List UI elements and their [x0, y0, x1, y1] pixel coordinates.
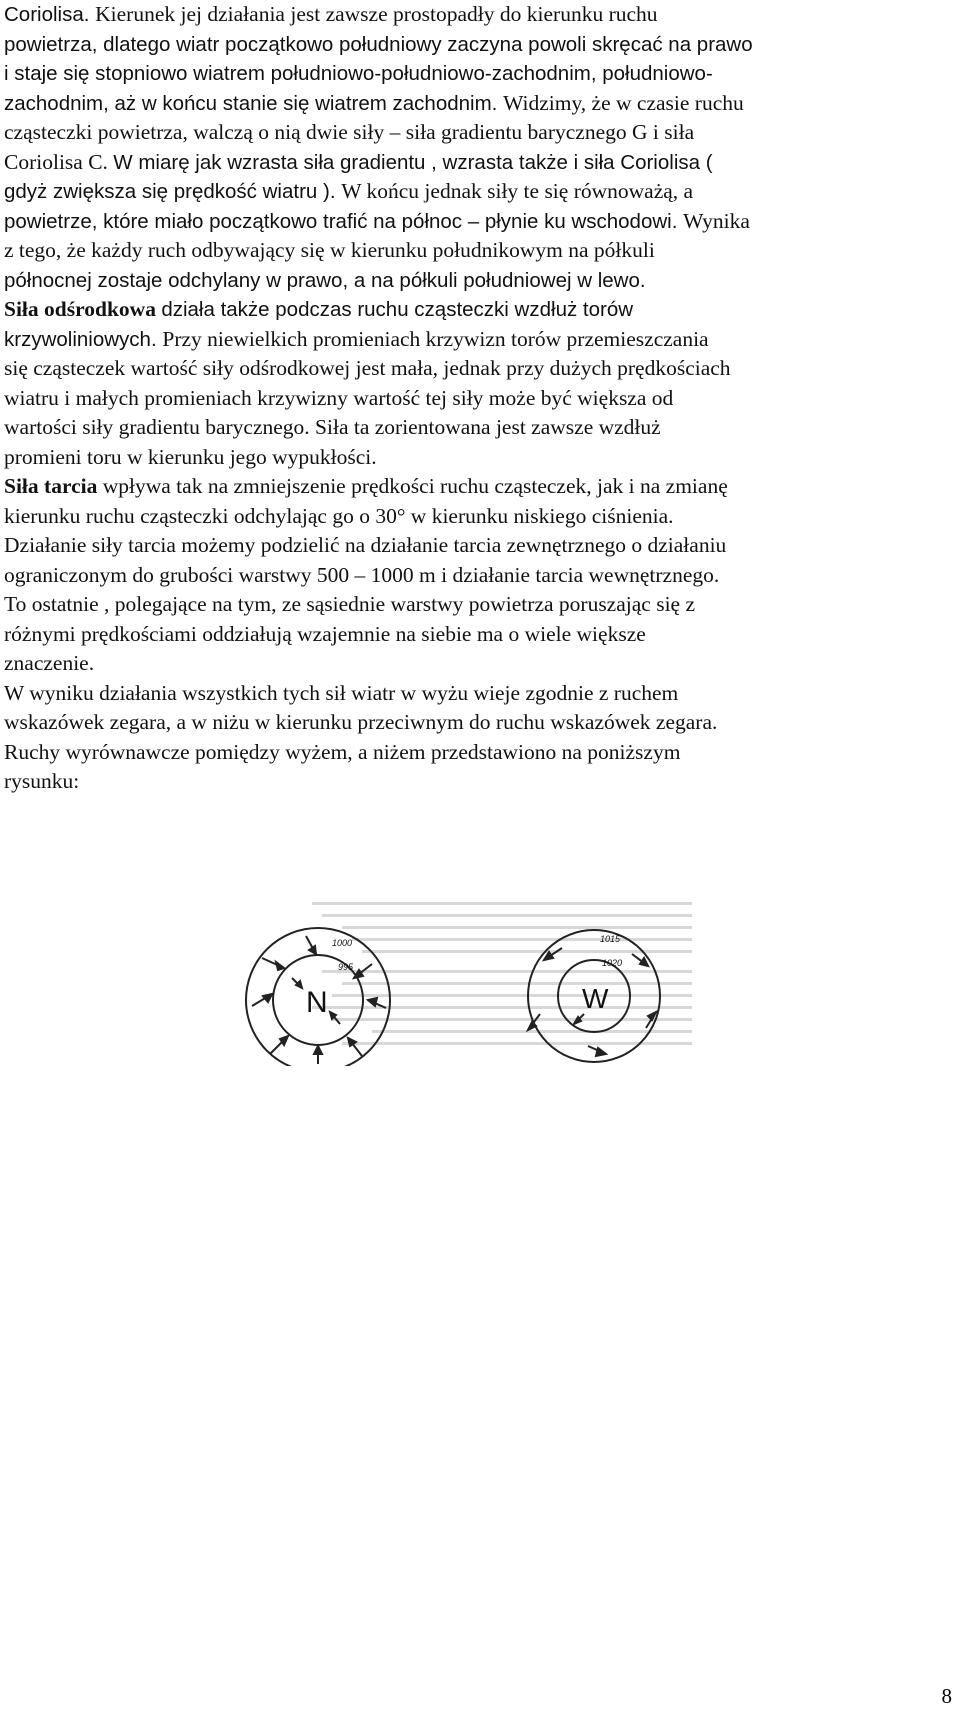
text-segment: promieni toru w kierunku jego wypukłości.	[4, 444, 377, 469]
text-line	[4, 413, 952, 443]
text-segment: zachodnim, aż w końcu stanie się wiatrem zachodnim.	[4, 91, 504, 115]
text-line	[4, 148, 952, 178]
text-line	[4, 590, 952, 620]
document-body	[4, 0, 952, 797]
text-segment: Coriolisa C.	[4, 149, 114, 174]
text-line	[4, 561, 952, 591]
high-center-label: W	[582, 983, 609, 1014]
text-line	[4, 118, 952, 148]
text-line	[4, 384, 952, 414]
low-center-label: N	[306, 986, 328, 1019]
text-segment: północnej zostaje odchylany w prawo, a na półkuli południowej w lewo.	[4, 268, 646, 292]
text-segment: rysunku:	[4, 769, 80, 793]
text-segment: Działanie siły tarcia możemy podzielić na działanie tarcia zewnętrznego o działaniu	[4, 533, 727, 557]
text-line	[4, 236, 952, 266]
text-segment: Kierunek jej działania jest zawsze prostopadły do kierunku ruchu	[95, 2, 658, 26]
text-segment: ograniczonym do grubości warstwy 500 – 1000 m i działanie tarcia wewnętrznego.	[4, 562, 720, 587]
text-segment: z tego, że każdy ruch odbywający się w kierunku południkowym na półkuli	[4, 238, 655, 262]
text-segment: wiatru i małych promieniach krzywizny wartość tej siły może być większa od	[4, 385, 674, 410]
bleed-through-text	[312, 902, 692, 1045]
text-segment: W wyniku działania wszystkich tych sił wiatr w wyżu wieje zgodnie z ruchem	[4, 680, 679, 705]
text-line	[4, 620, 952, 650]
text-segment: Widzimy, że w czasie ruchu	[503, 90, 744, 115]
text-line	[4, 767, 952, 797]
text-segment: się cząsteczek wartość siły odśrodkowej jest mała, jednak przy dużych prędkościach	[4, 356, 731, 380]
text-segment: Ruchy wyrównawcze pomiędzy wyżem, a niżem przedstawiono na poniższym	[4, 739, 681, 764]
text-line	[4, 177, 952, 207]
text-segment: działa także podczas ruchu cząsteczki wzdłuż torów	[161, 298, 634, 321]
text-line	[4, 472, 952, 502]
text-line	[4, 207, 952, 237]
high-inner-isobar-label: 1020	[602, 958, 623, 968]
text-line	[4, 295, 952, 325]
text-line	[4, 679, 952, 709]
text-line	[4, 649, 952, 679]
text-line	[4, 502, 952, 532]
text-line	[4, 30, 952, 60]
text-line	[4, 443, 952, 473]
bold-term: Siła tarcia	[4, 474, 103, 498]
text-line	[4, 0, 952, 30]
text-line	[4, 266, 952, 296]
text-segment: Wynika	[683, 208, 750, 233]
text-line	[4, 531, 952, 561]
text-line	[4, 738, 952, 768]
text-segment: gdyż zwiększa się prędkość wiatru ).	[4, 180, 342, 203]
low-inner-isobar-label: 995	[338, 962, 354, 972]
text-segment: i staje się stopniowo wiatrem południowo-południowo-zachodnim, południowo-	[4, 62, 713, 85]
text-segment: To ostatnie , polegające na tym, ze sąsiednie warstwy powietrza poruszając się z	[4, 592, 696, 616]
high-outer-isobar-label: 1015	[600, 934, 621, 944]
text-line	[4, 708, 952, 738]
text-segment: wskazówek zegara, a w niżu w kierunku przeciwnym do ruchu wskazówek zegara.	[4, 710, 718, 734]
pressure-systems-figure	[222, 896, 702, 1066]
text-line	[4, 89, 952, 119]
text-segment: krzywoliniowych.	[4, 327, 163, 351]
text-segment: powietrza, dlatego wiatr początkowo południowy zaczyna powoli skręcać na prawo	[4, 32, 753, 56]
text-segment: cząsteczki powietrza, walczą o nią dwie siły – siła gradientu barycznego G i siła	[4, 120, 695, 144]
text-segment: Siła ta zorientowana jest zawsze wzdłuż	[315, 415, 661, 439]
text-segment: kierunku ruchu cząsteczki odchylając go o 30° w kierunku niskiego ciśnienia.	[4, 503, 674, 528]
text-line	[4, 325, 952, 355]
text-segment: powietrze, które miało początkowo trafić na północ – płynie ku wschodowi.	[4, 209, 684, 233]
text-line	[4, 59, 952, 89]
text-segment: W końcu jednak siły te się równoważą, a	[341, 179, 694, 203]
text-segment: Przy niewielkich promieniach krzywizn torów przemieszczania	[162, 326, 709, 351]
page-number: 8	[941, 1684, 952, 1708]
text-segment: różnymi prędkościami oddziałują wzajemnie na siebie ma o wiele większe	[4, 621, 646, 646]
low-outer-isobar-label: 1000	[332, 938, 353, 948]
text-segment: znaczenie.	[4, 651, 95, 675]
text-segment: Coriolisa.	[4, 3, 96, 26]
text-segment: W miarę jak wzrasta siła gradientu , wzrasta także i siła Coriolisa (	[113, 150, 713, 174]
text-segment: wpływa tak na zmniejszenie prędkości ruchu cząsteczek, jak i na zmianę	[102, 474, 728, 498]
text-line	[4, 354, 952, 384]
text-segment: wartości siły gradientu barycznego.	[4, 415, 316, 439]
bold-term: Siła odśrodkowa	[4, 297, 162, 321]
